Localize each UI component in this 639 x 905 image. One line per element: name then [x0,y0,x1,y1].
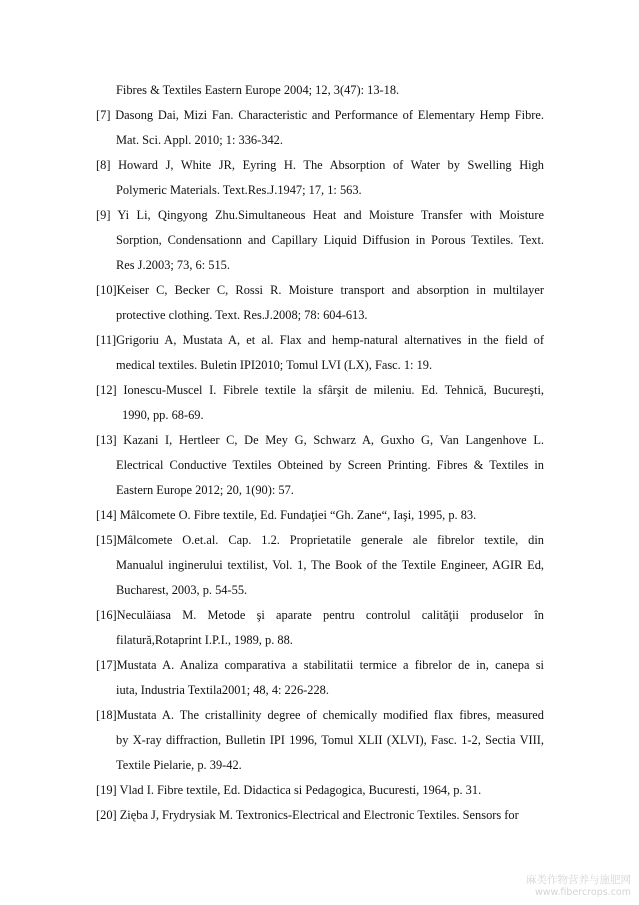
reference-line: protective clothing. Text. Res.J.2008; 78: 604-613. [116,308,368,322]
reference-list [96,78,544,828]
reference-line: [17]Mustata A. Analiza comparativa a stabilitatii termice a fibrelor de in, canepa si [96,658,544,672]
reference-line: [7] Dasong Dai, Mizi Fan. Characteristic and Performance of Elementary Hemp Fibre. [96,108,544,122]
reference-line: [20] Zięba J, Frydrysiak M. Textronics-Electrical and Electronic Textiles. Sensors for [96,808,519,822]
reference-line: Eastern Europe 2012; 20, 1(90): 57. [116,483,294,497]
reference-line: [13] Kazani I, Hertleer C, De Mey G, Schwarz A, Guxho G, Van Langenhove L. [96,433,544,447]
reference-line: [9] Yi Li, Qingyong Zhu.Simultaneous Heat and Moisture Transfer with Moisture [96,208,544,222]
reference-line: [16]Neculăiasa M. Metode şi aparate pentru controlul calităţii produselor în [96,608,544,622]
reference-line: Sorption, Condensationn and Capillary Liquid Diffusion in Porous Textiles. Text. [116,233,544,247]
reference-line: [11]Grigoriu A, Mustata A, et al. Flax and hemp-natural alternatives in the field of [96,333,544,347]
reference-line: Electrical Conductive Textiles Obteined by Screen Printing. Fibres & Textiles in [116,458,544,472]
reference-line: Fibres & Textiles Eastern Europe 2004; 12, 3(47): 13-18. [116,83,400,97]
reference-line: [15]Mâlcomete O.et.al. Cap. 1.2. Proprietatile generale ale fibrelor textile, din [96,533,544,547]
reference-line: [19] Vlad I. Fibre textile, Ed. Didactica si Pedagogica, Bucuresti, 1964, p. 31. [96,783,482,797]
reference-line: Textile Pielarie, p. 39-42. [116,758,242,772]
reference-line: medical textiles. Buletin IPI2010; Tomul LVI (LX), Fasc. 1: 19. [116,358,433,372]
reference-line: Bucharest, 2003, p. 54-55. [116,583,248,597]
reference-line: [14] Mâlcomete O. Fibre textile, Ed. Fundaţiei “Gh. Zane“, Iaşi, 1995, p. 83. [96,508,477,522]
site-watermark [511,874,631,899]
reference-line: Polymeric Materials. Text.Res.J.1947; 17, 1: 563. [116,183,362,197]
reference-line: by X-ray diffraction, Bulletin IPI 1996, Tomul XLII (XLVI), Fasc. 1-2, Sectia VIII, [116,733,544,747]
reference-line: [10]Keiser C, Becker C, Rossi R. Moisture transport and absorption in multilayer [96,283,544,297]
reference-line: Res J.2003; 73, 6: 515. [116,258,230,272]
reference-line: [8] Howard J, White JR, Eyring H. The Absorption of Water by Swelling High [96,158,544,172]
reference-line: [18]Mustata A. The cristallinity degree of chemically modified flax fibres, measured [96,708,544,722]
watermark-title: 麻类作物营养与施肥网 [526,874,631,886]
reference-line: filatură,Rotaprint I.P.I., 1989, p. 88. [116,633,293,647]
reference-line: iuta, Industria Textila2001; 48, 4: 226-228. [116,683,329,697]
watermark-url: www.fibercrops.com [534,887,631,898]
reference-line: 1990, pp. 68-69. [122,408,204,422]
reference-line: Manualul inginerului textilist, Vol. 1, The Book of the Textile Engineer, AGIR Ed, [116,558,544,572]
reference-line: [12] Ionescu-Muscel I. Fibrele textile la sfârşit de mileniu. Ed. Tehnică, Bucureşti, [96,383,544,397]
reference-line: Mat. Sci. Appl. 2010; 1: 336-342. [116,133,283,147]
